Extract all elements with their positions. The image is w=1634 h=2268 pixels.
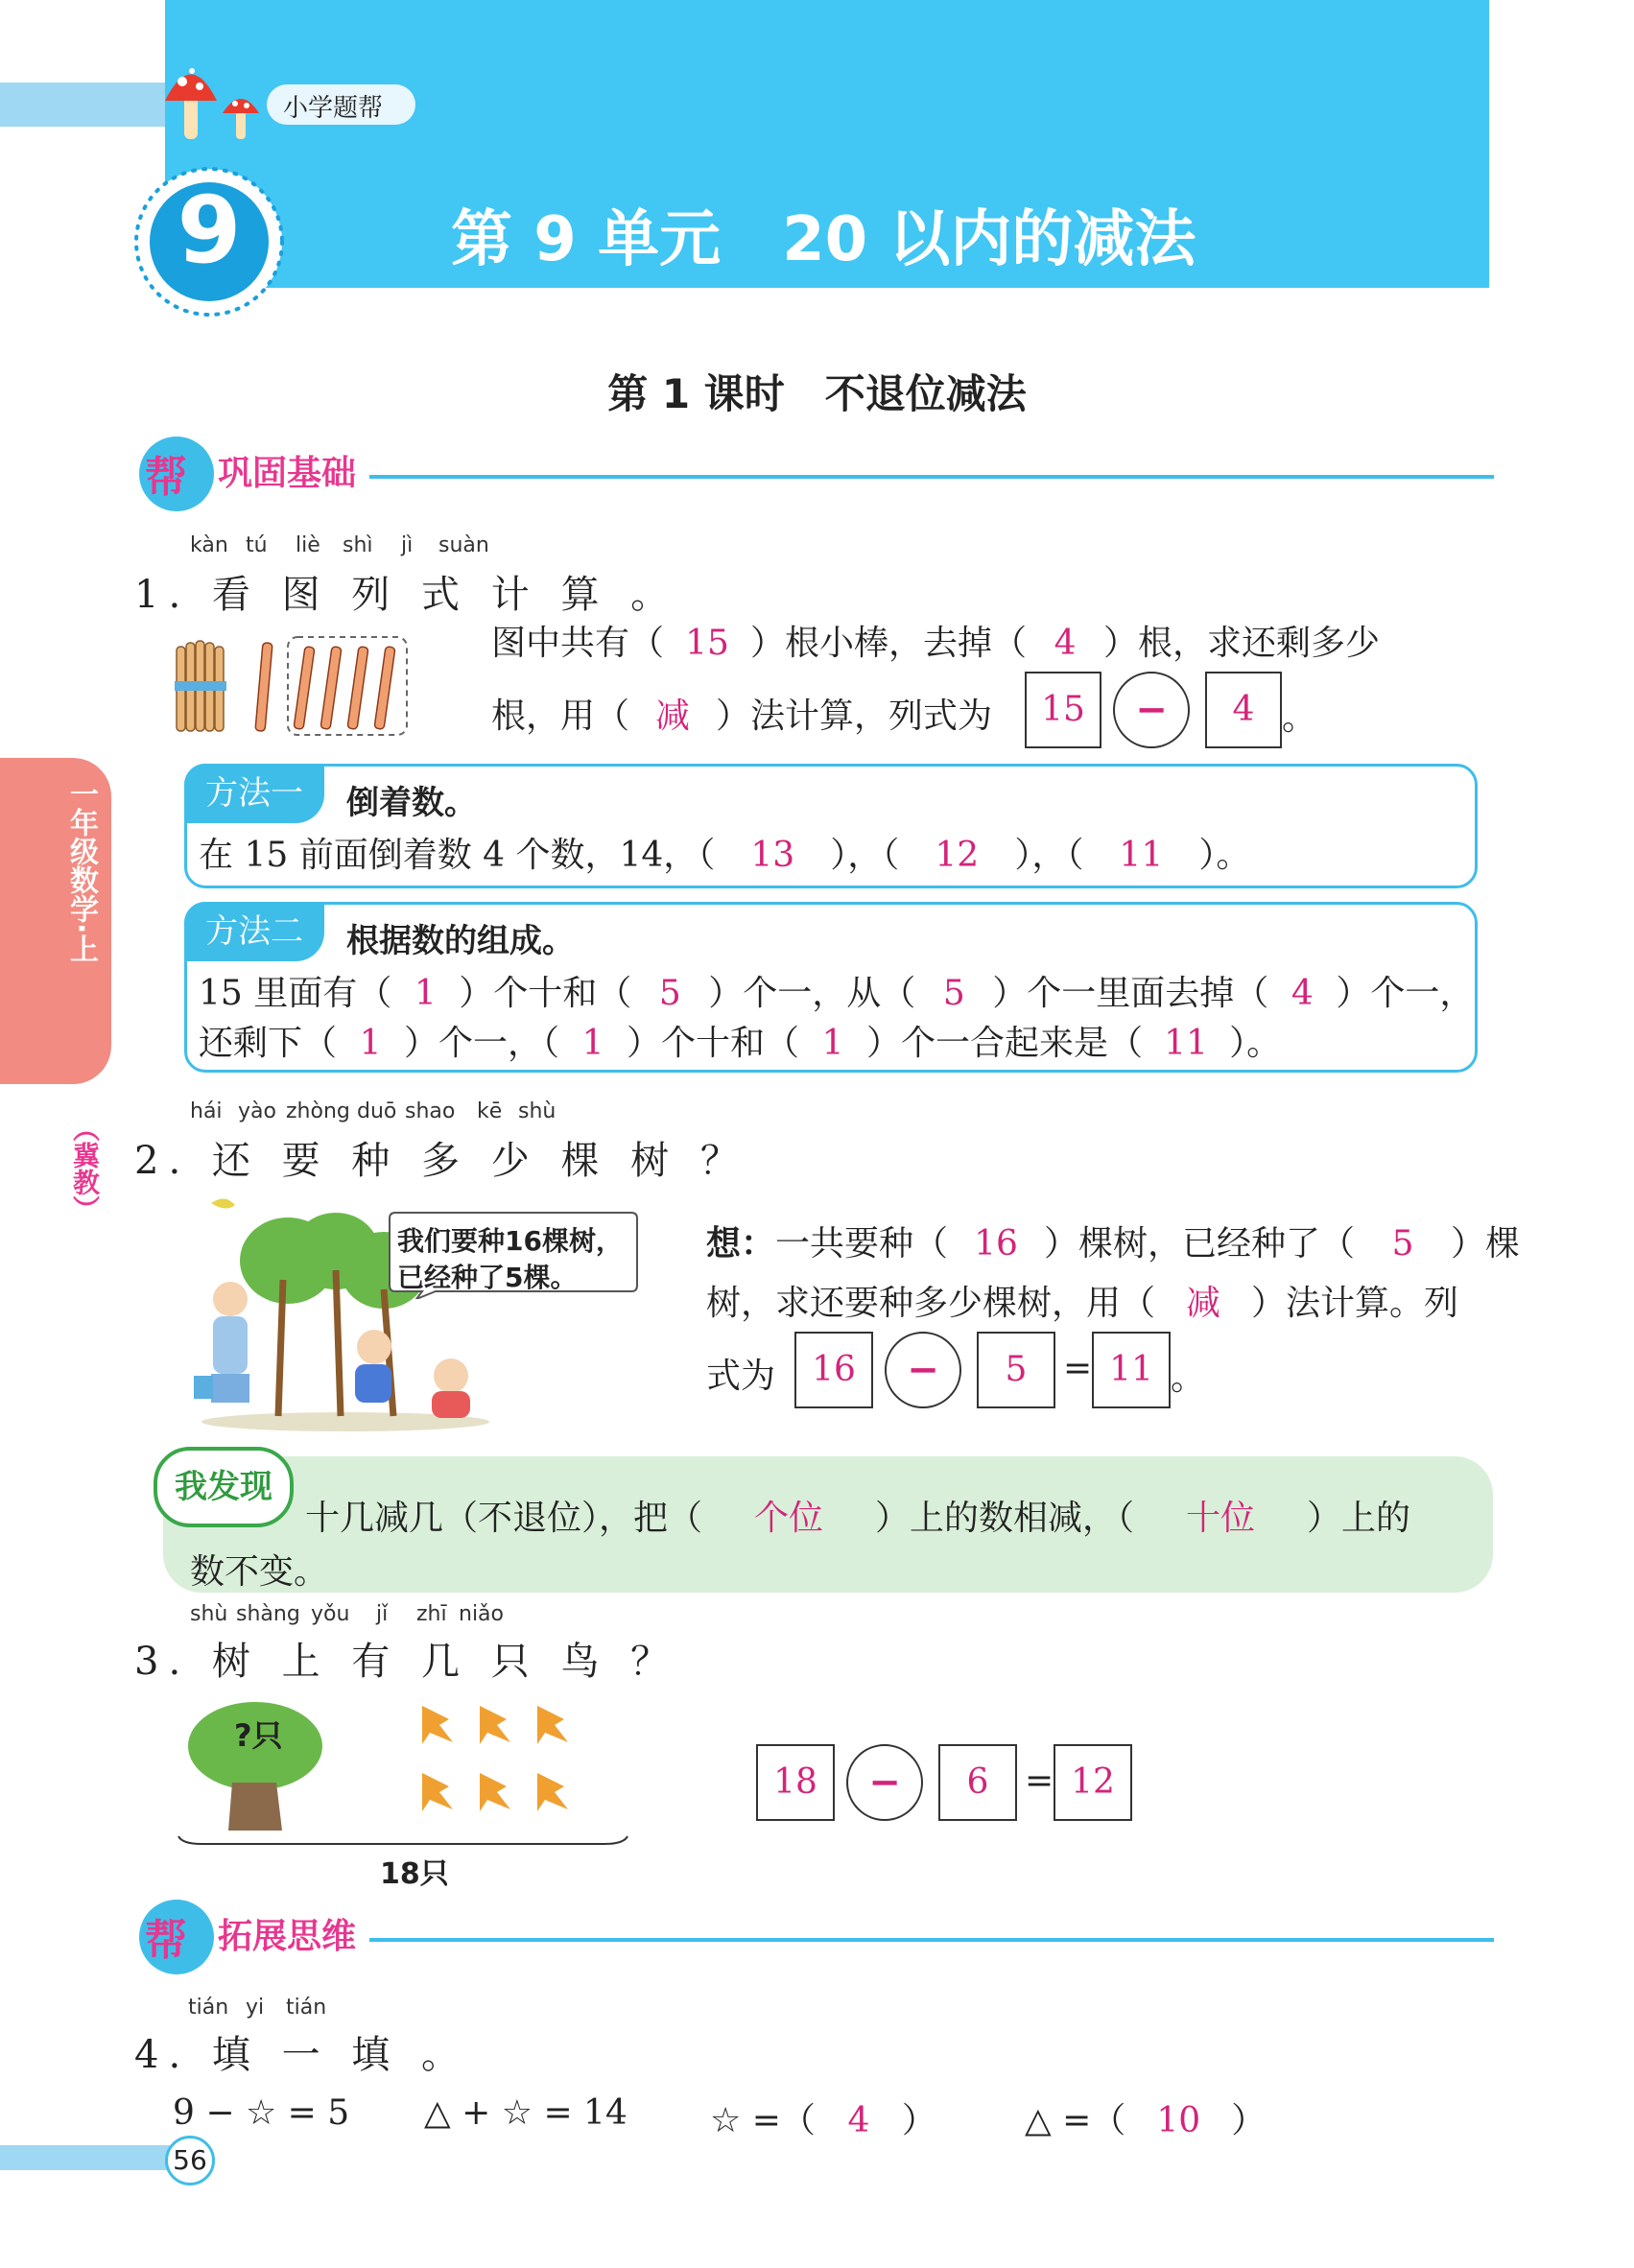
q3-eq-operator[interactable]: − — [846, 1744, 923, 1821]
method1-tag: 方法一 — [184, 764, 324, 823]
discover-line1: 十几减几（不退位），把（ 个位 ）上的数相减，（ 十位 ）上的 — [305, 1499, 1411, 1538]
q3-eq-box-a[interactable]: 18 — [756, 1744, 835, 1821]
section-basic-title: 巩固基础 — [218, 454, 357, 493]
q1-eq-operator[interactable]: − — [1113, 672, 1190, 748]
q3-eq-box-b[interactable]: 6 — [938, 1744, 1017, 1821]
q2-eq-box-a[interactable]: 16 — [794, 1332, 873, 1408]
q1-answer-total: 15 — [685, 624, 729, 663]
method1-text: 在 15 前面倒着数 4 个数，14，（ 13 ），（ 12 ），（ 11 ）。 — [199, 836, 1251, 875]
method2-tag: 方法二 — [184, 902, 324, 961]
section-basic-bang: 帮 — [145, 453, 187, 502]
q2-eq-equals: = — [1063, 1349, 1093, 1388]
section-extend-line — [369, 1938, 1494, 1942]
page-number: 56 — [165, 2136, 215, 2185]
q2-eq-box-b[interactable]: 5 — [977, 1332, 1055, 1408]
q4-title: 4. 填 一 填 。 — [134, 2033, 470, 2077]
q2-think-line2: 树，求还要种多少棵树，用（ 减 ）法计算。列 — [706, 1284, 1459, 1323]
q2-eq-operator[interactable]: − — [885, 1332, 961, 1408]
speech-bubble-line2: 已经种了5棵。 — [397, 1262, 578, 1293]
q4-expr-4: △ =（ 10 ） — [1025, 2101, 1267, 2140]
q3-eq-box-c[interactable]: 12 — [1054, 1744, 1132, 1821]
unit-title: 第 9 单元 20 以内的减法 — [451, 204, 1196, 275]
tree-unknown-label: ?只 — [234, 1717, 283, 1754]
q1-title: 1. 看 图 列 式 计 算 。 — [134, 573, 679, 617]
section-extend-header — [139, 1900, 1494, 1967]
q1-eq-box-b[interactable]: 4 — [1205, 672, 1282, 748]
q1-eq-box-a[interactable]: 15 — [1025, 672, 1101, 748]
method2-line1: 15 里面有（ 1 ）个十和（ 5 ）个一，从（ 5 ）个一里面去掉（ 4 ）个一， — [199, 974, 1475, 1013]
q2-eq-end: 。 — [1171, 1358, 1206, 1398]
discover-line2: 数不变。 — [190, 1552, 329, 1592]
q2-think-line3: 式为 — [706, 1357, 776, 1396]
discover-tag: 我发现 — [154, 1447, 294, 1527]
sticks-illustration — [173, 633, 413, 739]
method2-line2: 还剩下（ 1 ）个一，（ 1 ）个十和（ 1 ）个一合起来是（ 11 ）。 — [199, 1024, 1282, 1063]
side-tab-grade: 一年级数学·上 — [64, 779, 98, 963]
section-basic-line — [369, 475, 1494, 479]
q1-eq-end: 。 — [1282, 698, 1317, 738]
unit-number: 9 — [177, 177, 242, 284]
section-extend-title: 拓展思维 — [218, 1917, 357, 1956]
total-birds-label: 18只 — [380, 1857, 449, 1891]
q2-title: 2. 还 要 种 多 少 棵 树 ？ — [134, 1139, 748, 1183]
q4-expr-2: △ + ☆ = 14 — [424, 2093, 628, 2133]
side-tab-edition: （冀教） — [69, 1115, 101, 1222]
q1-answer-remove: 4 — [1054, 624, 1077, 663]
lesson-title: 第 1 课时 不退位减法 — [607, 370, 1027, 417]
q1-answer-op: 减 — [655, 697, 691, 736]
q2-think-line1: 想：一共要种（ 16 ）棵树，已经种了（ 5 ）棵 — [706, 1224, 1521, 1264]
q3-eq-equals: = — [1025, 1761, 1054, 1801]
speech-bubble-line1: 我们要种16棵树， — [397, 1225, 623, 1257]
q4-expr-1: 9 − ☆ = 5 — [173, 2093, 350, 2133]
mushroom-icon — [163, 58, 278, 144]
section-basic-header — [139, 437, 1494, 504]
footer-stripe — [0, 2145, 182, 2170]
method1-box — [184, 764, 1478, 888]
q2-eq-box-c[interactable]: 11 — [1092, 1332, 1171, 1408]
q3-title: 3. 树 上 有 几 只 鸟 ？ — [134, 1640, 679, 1684]
q4-expr-3: ☆ =（ 4 ） — [710, 2101, 936, 2140]
method2-box — [184, 902, 1478, 1073]
section-extend-bang: 帮 — [145, 1916, 187, 1965]
method2-title: 根据数的组成。 — [346, 922, 575, 960]
method1-title: 倒着数。 — [346, 784, 477, 822]
q1-line2: 根，用（ 减 ）法计算，列式为 — [491, 689, 992, 738]
brand-label: 小学题帮 — [283, 94, 384, 123]
q1-line1: 图中共有（ 15 ）根小棒，去掉（ 4 ）根，求还剩多少 — [491, 624, 1381, 663]
